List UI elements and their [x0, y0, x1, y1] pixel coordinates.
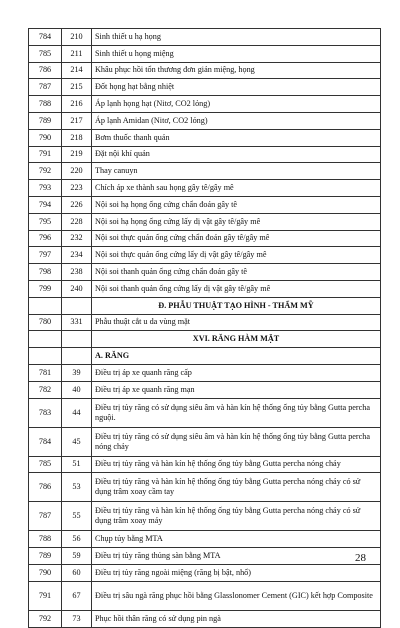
row-name: Chích áp xe thành sau họng gây tê/gây mê: [92, 180, 381, 197]
row-code: 240: [62, 280, 92, 297]
row-name: Nội soi thực quản ống cứng chẩn đoán gây tê/gây mê: [92, 230, 381, 247]
section-title-xvi: XVI. RĂNG HÀM MẶT: [92, 331, 381, 348]
row-name: Điều trị tủy răng và hàn kín hệ thống ống tủy bằng Gutta percha nóng chảy có sử dụng trâm xoay máy: [92, 502, 381, 531]
row-name: Đốt họng hạt bằng nhiệt: [92, 79, 381, 96]
row-name: Phẫu thuật cắt u da vùng mặt: [92, 314, 381, 331]
row-stt: 790: [29, 129, 62, 146]
row-name: Áp lạnh họng hạt (Nitơ, CO2 lỏng): [92, 96, 381, 113]
row-code: 55: [62, 502, 92, 531]
row-name: Chụp tủy bằng MTA: [92, 531, 381, 548]
row-code: 45: [62, 427, 92, 456]
table-row: [29, 456, 381, 473]
row-code: 215: [62, 79, 92, 96]
row-code: 56: [62, 531, 92, 548]
section-row: [29, 297, 381, 314]
row-stt: 790: [29, 564, 62, 581]
row-stt: 788: [29, 531, 62, 548]
table-row: [29, 62, 381, 79]
row-code: 223: [62, 180, 92, 197]
table-row: [29, 230, 381, 247]
table-row: [29, 280, 381, 297]
table-row: [29, 364, 381, 381]
row-stt: 794: [29, 196, 62, 213]
row-code: 220: [62, 163, 92, 180]
row-name: Điều trị tủy răng và hàn kín hệ thống ống tủy bằng Gutta percha nóng chảy: [92, 456, 381, 473]
row-code: 226: [62, 196, 92, 213]
row-stt: 792: [29, 610, 62, 627]
row-name: Điều trị áp xe quanh răng cấp: [92, 364, 381, 381]
row-code: 216: [62, 96, 92, 113]
row-stt: 785: [29, 456, 62, 473]
table-row: [29, 247, 381, 264]
dental-procedures-group: [29, 364, 381, 627]
row-stt: 782: [29, 381, 62, 398]
row-stt: 792: [29, 163, 62, 180]
row-stt: 783: [29, 398, 62, 427]
row-code: 218: [62, 129, 92, 146]
row-stt: 789: [29, 112, 62, 129]
row-name: Điều trị tủy răng có sử dụng siêu âm và hàn kín hệ thống ống tủy bằng Gutta percha nguội.: [92, 398, 381, 427]
subsection-title-rang: A. RĂNG: [92, 348, 381, 365]
subsection-row: [29, 348, 381, 365]
table-row: [29, 581, 381, 610]
table-row: [29, 29, 381, 46]
row-name: Nội soi thực quản ống cứng lấy dị vật gây tê/gây mê: [92, 247, 381, 264]
row-stt: 796: [29, 230, 62, 247]
row-stt: 793: [29, 180, 62, 197]
row-stt: 798: [29, 264, 62, 281]
row-code: 40: [62, 381, 92, 398]
table-row: [29, 163, 381, 180]
row-name: Điều trị tủy răng ngoài miệng (răng bị bật, nhổ): [92, 564, 381, 581]
row-name: Áp lạnh Amidan (Nitơ, CO2 lỏng): [92, 112, 381, 129]
row-code: 232: [62, 230, 92, 247]
row-code: 211: [62, 45, 92, 62]
row-name: Nội soi thanh quản ống cứng lấy dị vật gây tê/gây mê: [92, 280, 381, 297]
row-name: Điều trị tủy răng và hàn kín hệ thống ống tủy bằng Gutta percha nóng chảy có sử dụng trâm xoay cầm tay: [92, 473, 381, 502]
row-name: Đặt nội khí quản: [92, 146, 381, 163]
table-row: [29, 381, 381, 398]
page-number: 28: [355, 552, 366, 564]
row-code: 228: [62, 213, 92, 230]
table-row: [29, 180, 381, 197]
row-stt: 789: [29, 548, 62, 565]
row-name: Điều trị áp xe quanh răng mạn: [92, 381, 381, 398]
row-name: Nội soi hạ họng ống cứng lấy dị vật gây tê/gây mê: [92, 213, 381, 230]
row-stt: 781: [29, 364, 62, 381]
row-stt: 787: [29, 502, 62, 531]
table-row: [29, 146, 381, 163]
table-row: [29, 79, 381, 96]
row-code: 238: [62, 264, 92, 281]
table-row: [29, 314, 381, 331]
table-row: [29, 96, 381, 113]
table-row: [29, 610, 381, 627]
table-row: [29, 502, 381, 531]
row-stt: 791: [29, 581, 62, 610]
table-row: [29, 264, 381, 281]
row-name: Điều trị sâu ngà răng phục hồi bằng Glasslonomer Cement (GIC) kết hợp Composite: [92, 581, 381, 610]
row-name: Bơm thuốc thanh quản: [92, 129, 381, 146]
row-code: 59: [62, 548, 92, 565]
row-code: 214: [62, 62, 92, 79]
row-code: 217: [62, 112, 92, 129]
table-row: [29, 398, 381, 427]
row-name: Nội soi thanh quản ống cứng chẩn đoán gây tê: [92, 264, 381, 281]
table-row: [29, 129, 381, 146]
table-row: [29, 427, 381, 456]
row-stt: 795: [29, 213, 62, 230]
ent-procedures-group: [29, 29, 381, 298]
section-d-group: [29, 297, 381, 314]
row-name: Điều trị tủy răng thủng sàn bằng MTA: [92, 548, 381, 565]
row-stt: 786: [29, 473, 62, 502]
section-row: [29, 331, 381, 348]
table-row: [29, 531, 381, 548]
table-row: [29, 473, 381, 502]
row-stt: 799: [29, 280, 62, 297]
row-name: Điều trị tủy răng có sử dụng siêu âm và hàn kín hệ thống ống tủy bằng Gutta percha nóng chảy: [92, 427, 381, 456]
table-row: [29, 196, 381, 213]
table-row: [29, 564, 381, 581]
row-name: Sinh thiết u hạ họng: [92, 29, 381, 46]
row-code: 210: [62, 29, 92, 46]
row-code: 219: [62, 146, 92, 163]
row-code: 67: [62, 581, 92, 610]
table-row: [29, 45, 381, 62]
document-page: [28, 28, 380, 628]
row-stt: 784: [29, 427, 62, 456]
row-code: 53: [62, 473, 92, 502]
table-row: [29, 548, 381, 565]
plastic-surgery-group: [29, 314, 381, 331]
row-stt: 786: [29, 62, 62, 79]
row-name: Khâu phục hồi tổn thương đơn giản miệng, họng: [92, 62, 381, 79]
row-code: 60: [62, 564, 92, 581]
row-code: 234: [62, 247, 92, 264]
section-xvi-group: [29, 331, 381, 365]
row-name: Thay canuyn: [92, 163, 381, 180]
table-row: [29, 213, 381, 230]
row-stt: 785: [29, 45, 62, 62]
row-name: Sinh thiết u họng miệng: [92, 45, 381, 62]
row-name: Nội soi hạ họng ống cứng chẩn đoán gây tê: [92, 196, 381, 213]
section-title-d: Đ. PHẪU THUẬT TẠO HÌNH - THẨM MỸ: [92, 297, 381, 314]
row-code: 331: [62, 314, 92, 331]
table-row: [29, 112, 381, 129]
row-stt: 780: [29, 314, 62, 331]
row-stt: 784: [29, 29, 62, 46]
procedure-table: [28, 28, 381, 628]
row-name: Phục hồi thân răng có sử dụng pin ngà: [92, 610, 381, 627]
row-code: 51: [62, 456, 92, 473]
row-code: 73: [62, 610, 92, 627]
row-stt: 791: [29, 146, 62, 163]
row-code: 39: [62, 364, 92, 381]
row-stt: 797: [29, 247, 62, 264]
row-stt: 788: [29, 96, 62, 113]
row-stt: 787: [29, 79, 62, 96]
row-code: 44: [62, 398, 92, 427]
